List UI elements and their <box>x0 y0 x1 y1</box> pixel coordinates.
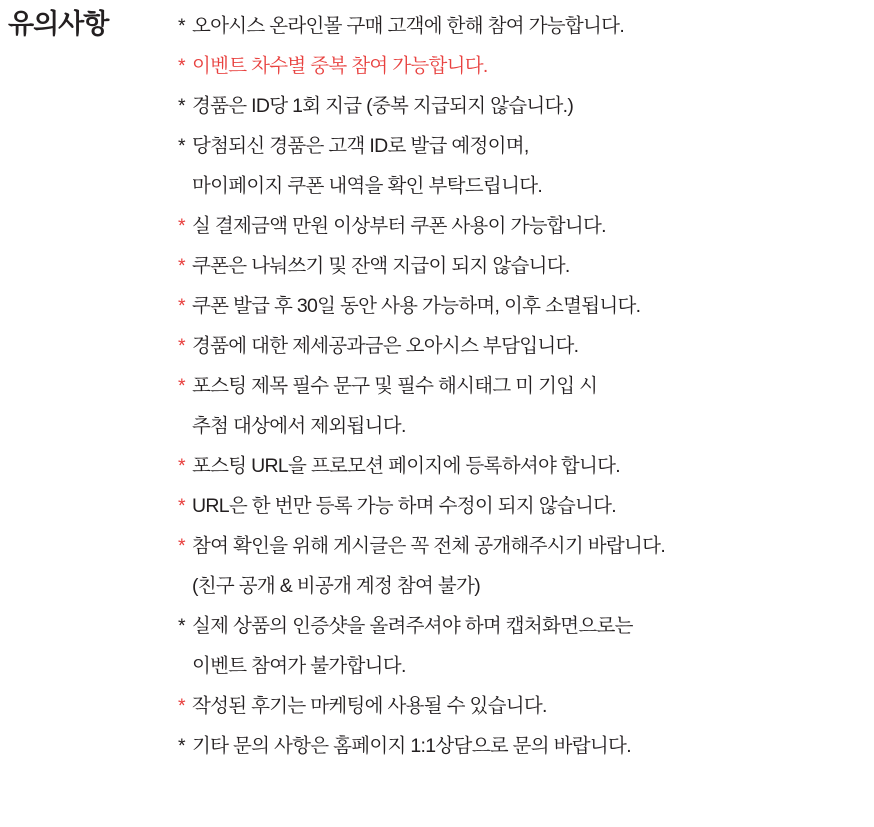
notice-item <box>178 446 868 486</box>
notice-item <box>178 486 868 526</box>
notice-item-text: (친구 공개 & 비공개 계정 참여 불가) <box>192 575 480 597</box>
bullet-asterisk-icon: * <box>178 335 185 357</box>
notice-item <box>178 646 868 686</box>
notice-item-text: 오아시스 온라인몰 구매 고객에 한해 참여 가능합니다. <box>192 15 625 37</box>
notice-item-text: 작성된 후기는 마케팅에 사용될 수 있습니다. <box>192 695 547 717</box>
notice-item <box>178 366 868 406</box>
notice-item-text: URL은 한 번만 등록 가능 하며 수정이 되지 않습니다. <box>192 495 616 517</box>
notice-item-text: 추첨 대상에서 제외됩니다. <box>192 415 406 437</box>
notice-item-text: 마이페이지 쿠폰 내역을 확인 부탁드립니다. <box>192 175 543 197</box>
bullet-asterisk-icon: * <box>178 255 185 277</box>
notice-item <box>178 206 868 246</box>
notice-item <box>178 86 868 126</box>
notice-item <box>178 686 868 726</box>
notice-item <box>178 566 868 606</box>
bullet-asterisk-icon: * <box>178 535 185 557</box>
bullet-asterisk-icon: * <box>178 15 185 37</box>
notice-item <box>178 606 868 646</box>
notice-list <box>178 6 868 766</box>
notice-title: 유의사항 <box>8 9 109 39</box>
notice-item-text: 쿠폰 발급 후 30일 동안 사용 가능하며, 이후 소멸됩니다. <box>192 295 641 317</box>
notice-item-text: 쿠폰은 나눠쓰기 및 잔액 지급이 되지 않습니다. <box>192 255 570 277</box>
notice-item <box>178 406 868 446</box>
notice-item-text: 경품에 대한 제세공과금은 오아시스 부담입니다. <box>192 335 579 357</box>
notice-item-text: 실 결제금액 만원 이상부터 쿠폰 사용이 가능합니다. <box>192 215 606 237</box>
notice-item-text: 기타 문의 사항은 홈페이지 1:1상담으로 문의 바랍니다. <box>192 735 631 757</box>
bullet-asterisk-icon: * <box>178 495 185 517</box>
notice-item-text: 실제 상품의 인증샷을 올려주셔야 하며 캡처화면으로는 <box>192 615 633 637</box>
bullet-asterisk-icon: * <box>178 295 185 317</box>
notice-item <box>178 246 868 286</box>
notice-item <box>178 326 868 366</box>
bullet-asterisk-icon: * <box>178 455 185 477</box>
notice-item <box>178 6 868 46</box>
notice-item <box>178 126 868 166</box>
bullet-asterisk-icon: * <box>178 375 185 397</box>
notice-item-text: 이벤트 차수별 중복 참여 가능합니다. <box>192 55 488 77</box>
notice-item <box>178 46 868 86</box>
notice-item <box>178 286 868 326</box>
notice-item-text: 포스팅 제목 필수 문구 및 필수 해시태그 미 기입 시 <box>192 375 598 397</box>
bullet-asterisk-icon: * <box>178 135 185 157</box>
notice-item-text: 당첨되신 경품은 고객 ID로 발급 예정이며, <box>192 135 529 157</box>
notice-item <box>178 166 868 206</box>
notice-item-text: 참여 확인을 위해 게시글은 꼭 전체 공개해주시기 바랍니다. <box>192 535 666 557</box>
bullet-asterisk-icon: * <box>178 695 185 717</box>
bullet-asterisk-icon: * <box>178 95 185 117</box>
bullet-asterisk-icon: * <box>178 215 185 237</box>
bullet-asterisk-icon: * <box>178 735 185 757</box>
bullet-asterisk-icon: * <box>178 615 185 637</box>
notice-item-text: 이벤트 참여가 불가합니다. <box>192 655 406 677</box>
bullet-asterisk-icon: * <box>178 55 185 77</box>
notice-item-text: 포스팅 URL을 프로모션 페이지에 등록하셔야 합니다. <box>192 455 620 477</box>
notice-item <box>178 726 868 766</box>
notice-item <box>178 526 868 566</box>
notice-item-text: 경품은 ID당 1회 지급 (중복 지급되지 않습니다.) <box>192 95 574 117</box>
